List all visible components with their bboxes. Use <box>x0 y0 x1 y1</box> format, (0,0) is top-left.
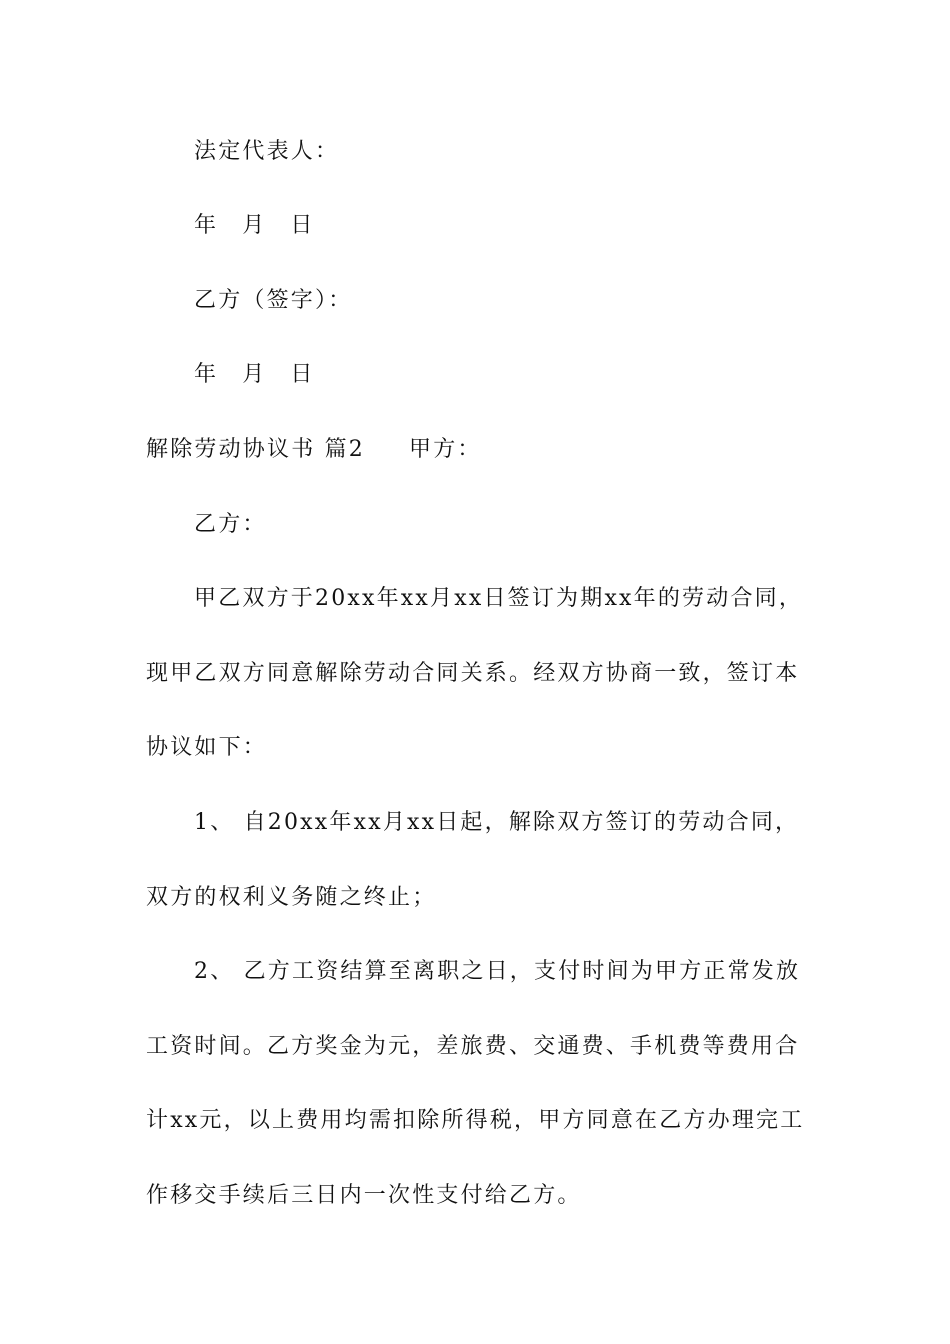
date-line-2 <box>194 360 874 390</box>
day-label: 日 <box>290 213 315 238</box>
party-b-signature-label: 乙方（签字）： <box>194 288 353 313</box>
month-label: 月 <box>242 362 267 387</box>
clause-2-line-2: 工资时间。乙方奖金为元，差旅费、交通费、手机费等费用合 <box>146 1034 800 1059</box>
month-label: 月 <box>242 213 267 238</box>
clause-2-line-1: 2、 乙方工资结算至离职之日，支付时间为甲方正常发放 <box>194 959 801 984</box>
intro-paragraph-line-3: 协议如下： <box>146 735 268 760</box>
party-b-label: 乙方： <box>194 512 267 537</box>
legal-representative-label: 法定代表人： <box>194 139 340 164</box>
clause-1-line-2: 双方的权利义务随之终止； <box>146 885 437 910</box>
day-label: 日 <box>290 362 315 387</box>
clause-2-line-3: 计xx元，以上费用均需扣除所得税，甲方同意在乙方办理完工 <box>146 1108 805 1133</box>
section-heading-line <box>146 435 826 465</box>
intro-paragraph-line-1: 甲乙双方于20xx年xx月xx日签订为期xx年的劳动合同， <box>194 586 804 611</box>
date-line-1 <box>194 211 874 241</box>
section-title: 解除劳动协议书 篇2 <box>146 437 365 462</box>
intro-paragraph-line-2: 现甲乙双方同意解除劳动合同关系。经双方协商一致，签订本 <box>146 661 800 686</box>
party-a-label: 甲方： <box>409 437 482 462</box>
clause-1-line-1: 1、 自20xx年xx月xx日起，解除双方签订的劳动合同， <box>194 810 800 835</box>
year-label: 年 <box>194 213 219 238</box>
year-label: 年 <box>194 362 219 387</box>
clause-2-line-4: 作移交手续后三日内一次性支付给乙方。 <box>146 1183 582 1208</box>
